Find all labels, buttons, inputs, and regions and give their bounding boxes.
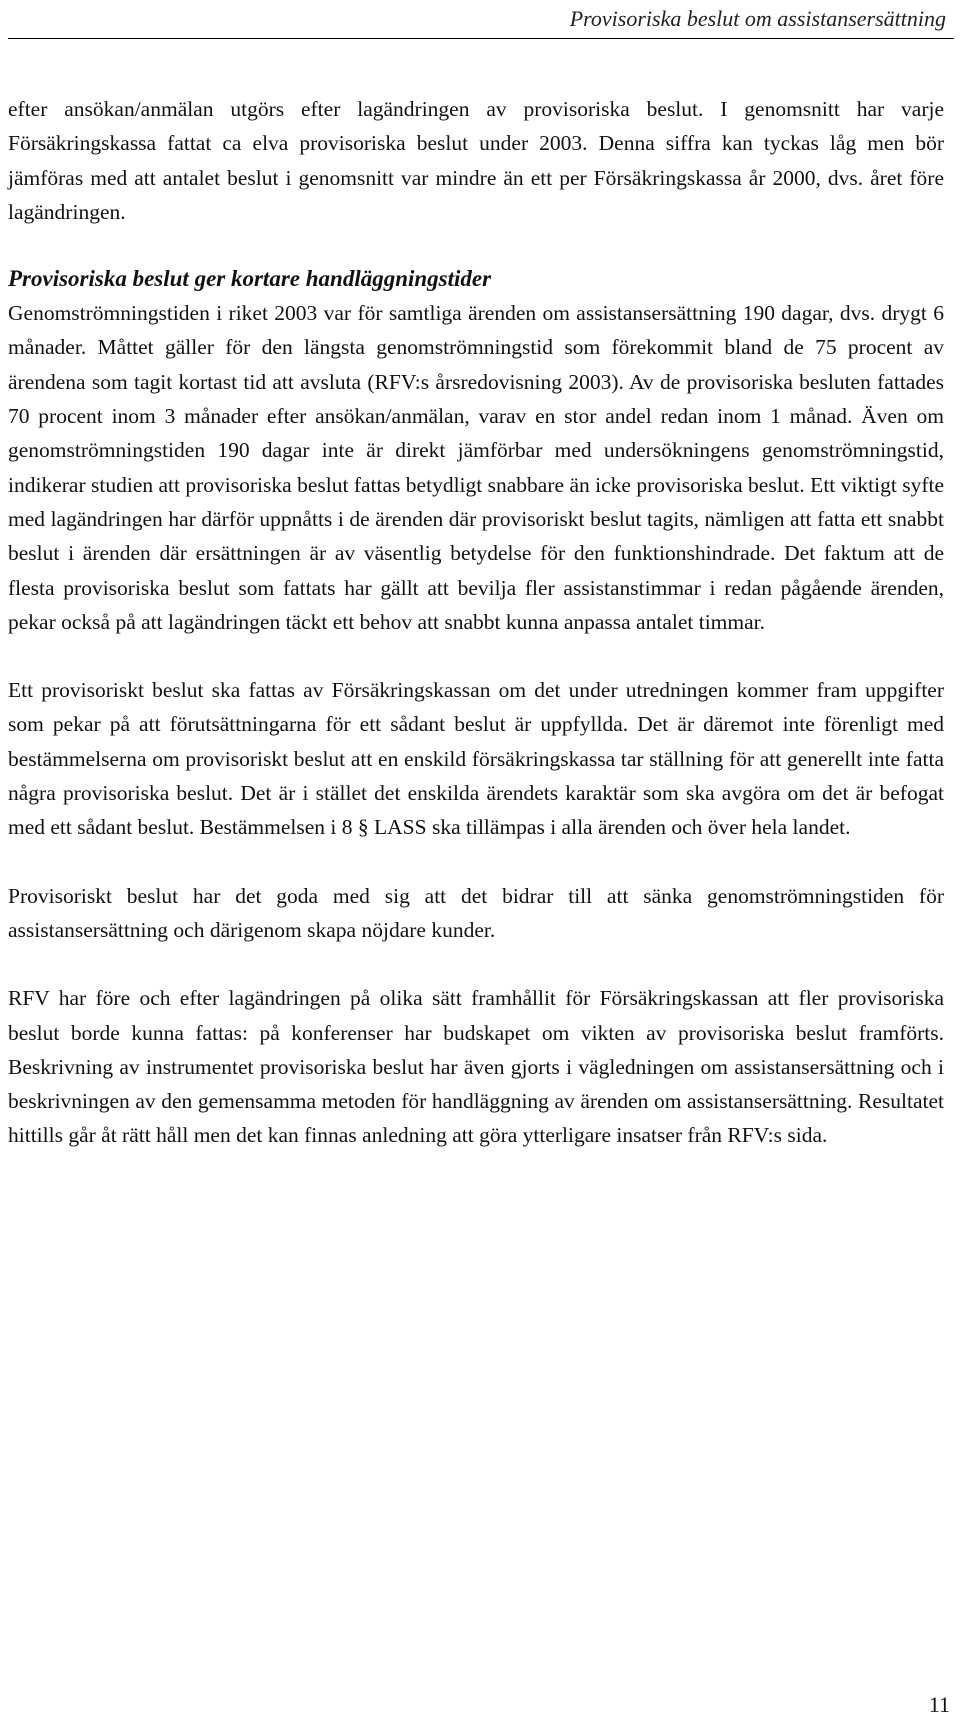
section-heading: Provisoriska beslut ger kortare handläggningstider <box>8 266 492 292</box>
paragraph-forsakringskassan: Ett provisoriskt beslut ska fattas av Försäkringskassan om det under utredningen kommer fram uppgifter som pekar på att förutsättningarna för ett sådant beslut är uppfyllda. Det är däremot inte förenligt med bestämmelserna om provisoriskt beslut att en enskild försäkringskassa tar ställning för att generellt inte fatta några provisoriska beslut. Det är i stället det enskilda ärendets karaktär som ska avgöra om det är befogat med ett sådant beslut. Bestämmelsen i 8 § LASS ska tillämpas i alla ärenden och över hela landet. <box>8 678 944 840</box>
page-number: 11 <box>928 1692 950 1717</box>
paragraph-rfv: RFV har före och efter lagändringen på olika sätt framhållit för Försäkringskassan att fler provisoriska beslut borde kunna fattas: på konferenser har budskapet om vikten av provisoriska beslut framförts. Beskrivning av instrumentet provisoriska beslut har även gjorts i vägledningen om assistansersättning och i beskrivningen av den gemensamma metoden för handläggning av ärenden om assistansersättning. Resultatet hittills går åt rätt håll men det kan finnas anledning att göra ytterligare insatser från RFV:s sida. <box>8 986 944 1148</box>
paragraph-intro: efter ansökan/anmälan utgörs efter lagändringen av provisoriska beslut. I genomsnitt har varje Försäkringskassa fattat ca elva provisoriska beslut under 2003. Denna siffra kan tyckas låg men bör jämföras med att antalet beslut i genomsnitt var mindre än ett per Försäkringskassa år 2000, dvs. året före lagändringen. <box>8 97 944 224</box>
document-body <box>8 92 944 1187</box>
paragraph-handlaggningstider: Genomströmningstiden i riket 2003 var för samtliga ärenden om assistansersättning 190 dagar, dvs. drygt 6 månader. Måttet gäller för den längsta genomströmningstid som förekommit bland de 75 procent av ärendena som tagit kortast tid att avsluta (RFV:s årsredovisning 2003). Av de provisoriska besluten fattades 70 procent inom 3 månader efter ansökan/anmälan, varav en stor andel redan inom 1 månad. Även om genomströmningstiden 190 dagar inte är direkt jämförbar med undersökningens genomströmningstid, indikerar studien att provisoriska beslut fattas betydligt snabbare än icke provisoriska beslut. Ett viktigt syfte med lagändringen har därför uppnåtts i de ärenden där provisoriskt beslut tagits, nämligen att fatta ett snabbt beslut i ärenden där ersättningen är av väsentlig betydelse för den funktionshindrade. Det faktum att de flesta provisoriska beslut som fattats har gällt att bevilja fler assistanstimmar i redan pågående ärenden, pekar också på att lagändringen täckt ett behov att snabbt kunna anpassa antalet timmar. <box>8 301 944 634</box>
running-header: Provisoriska beslut om assistansersättning <box>569 6 946 31</box>
paragraph-genomstromningstid: Provisoriskt beslut har det goda med sig att det bidrar till att sänka genomströmningstiden för assistansersättning och därigenom skapa nöjdare kunder. <box>8 883 944 942</box>
header-rule <box>8 38 954 39</box>
